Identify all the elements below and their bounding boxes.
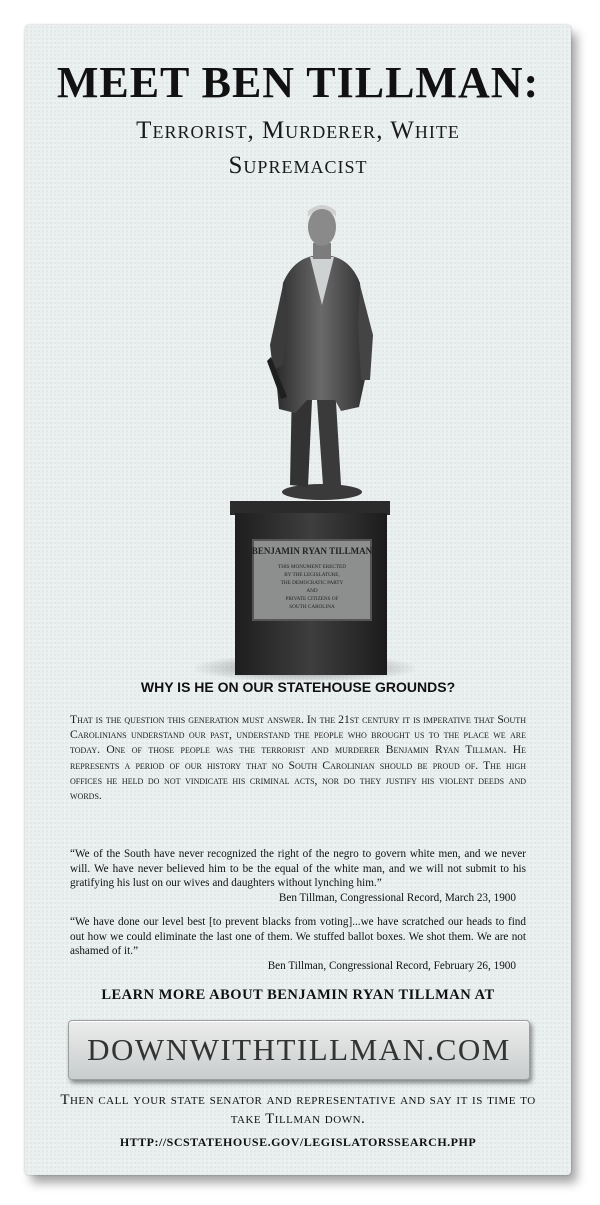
plaque-line: PRIVATE CITIZENS OF	[285, 596, 339, 602]
question-heading: WHY IS HE ON OUR STATEHOUSE GROUNDS?	[140, 679, 456, 695]
poster-subtitle: Terrorist, Murderer, White Supremacist	[136, 117, 460, 179]
poster	[25, 25, 571, 1175]
statue-photo	[195, 185, 415, 685]
website-banner[interactable]	[68, 1020, 530, 1080]
website-url[interactable]: DOWNWITHTILLMAN.COM	[87, 1032, 511, 1067]
quote-block	[70, 915, 526, 973]
intro-paragraph: That is the question this generation must answer. In the 21st century it is imperative that South Carolinians understand our past, understand the people who brought us to the place we are today. One of those people was the terrorist and murderer Benjamin Ryan Tillman. He represents a period of our history that no South Carolinian should be proud of. The high offices he held do not vindicate his criminal acts, nor do they justify his violent deeds and words.	[70, 713, 526, 803]
legislator-search-link[interactable]: HTTP://SCSTATEHOUSE.GOV/LEGISLATORSSEARCH.PHP	[119, 1135, 477, 1149]
plaque-line: THE DEMOCRATIC PARTY	[280, 580, 344, 586]
plaque-line: THIS MONUMENT ERECTED	[278, 564, 346, 570]
quote-text: “We have done our level best [to prevent blacks from voting]...we have scratched our heads to find out how we could eliminate the last one of them. We stuffed ballot boxes. We shot them. We are not ashamed of it.”	[70, 916, 526, 958]
poster-title: MEET BEN TILLMAN:	[56, 58, 540, 107]
quote-block	[70, 847, 526, 905]
quote-text: “We of the South have never recognized the right of the negro to govern white men, and we never will. We have never believed him to be the equal of the white man, and we will not submit to his gratifying his lust on our wives and daughters without lynching him.”	[70, 848, 526, 890]
plaque-line: AND	[306, 588, 318, 594]
plaque-line: SOUTH CAROLINA	[289, 604, 335, 610]
plaque-name: BENJAMIN RYAN TILLMAN	[251, 546, 373, 556]
quote-citation: Ben Tillman, Congressional Record, February 26, 1900	[267, 959, 516, 972]
quote-citation: Ben Tillman, Congressional Record, March 23, 1900	[278, 891, 516, 904]
plaque-line: BY THE LEGISLATURE,	[284, 572, 340, 578]
learn-more-heading: LEARN MORE ABOUT BENJAMIN RYAN TILLMAN AT	[101, 987, 495, 1003]
call-to-action: Then call your state senator and representative and say it is time to take Tillman down.	[60, 1092, 536, 1127]
